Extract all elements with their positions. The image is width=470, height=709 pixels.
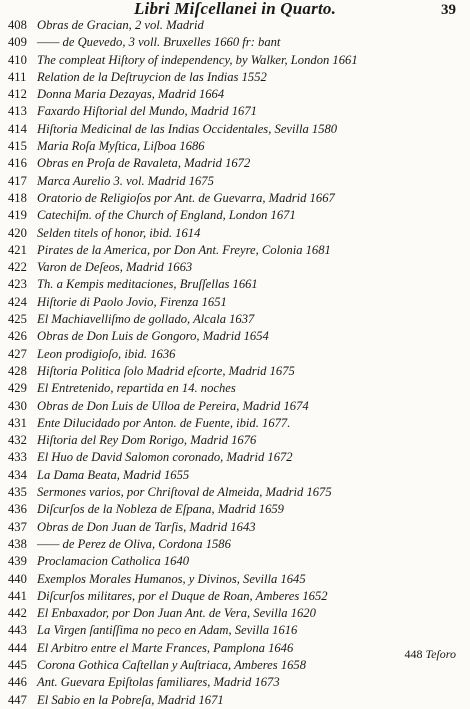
entry-title: Hiſtoria Politica ſolo Madrid eſcorte, Madrid 1675 xyxy=(37,363,295,378)
entry-title: El Machiavelliſmo de gollado, Alcala 1637 xyxy=(37,312,255,327)
entry-number: 443 xyxy=(8,623,27,638)
entry-title: The compleat Hiſtory of independency, by Walker, London 1661 xyxy=(37,52,358,67)
entry-title: Marca Aurelio 3. vol. Madrid 1675 xyxy=(37,173,214,188)
list-item xyxy=(8,121,468,138)
entry-title: Catechiſm. of the Church of England, London 1671 xyxy=(37,208,296,223)
list-item xyxy=(8,640,468,657)
entry-title: Relation de la Deſtruycion de las Indias 1552 xyxy=(37,69,267,84)
entry-title: Sermones varios, por Chriſtoval de Almeida, Madrid 1675 xyxy=(37,485,332,500)
list-item xyxy=(8,207,468,224)
list-item xyxy=(8,259,468,276)
entry-title: Diſcurſos militares, por el Duque de Roan, Amberes 1652 xyxy=(37,588,328,603)
list-item xyxy=(8,519,468,536)
list-item xyxy=(8,467,468,484)
entry-number: 416 xyxy=(8,156,27,171)
entry-number: 444 xyxy=(8,640,27,655)
entry-title: El Enbaxador, por Don Juan Ant. de Vera, Sevilla 1620 xyxy=(37,606,316,621)
entry-title: Obras de Don Juan de Tarſis, Madrid 1643 xyxy=(37,519,256,534)
entry-title: Ant. Guevara Epiſtolas familiares, Madrid 1673 xyxy=(37,675,280,690)
entry-number: 408 xyxy=(8,18,27,32)
list-item xyxy=(8,415,468,432)
list-item xyxy=(8,86,468,103)
entry-number: 445 xyxy=(8,657,27,672)
entry-title: Leon prodigioſo, ibid. 1636 xyxy=(37,346,176,361)
entry-number: 442 xyxy=(8,606,27,621)
list-item xyxy=(8,294,468,311)
list-item xyxy=(8,536,468,553)
list-item xyxy=(8,34,468,51)
entry-number: 423 xyxy=(8,277,27,292)
entry-number: 431 xyxy=(8,415,27,430)
entry-title: Hiſtoria Medicinal de las Indias Occidentales, Sevilla 1580 xyxy=(37,121,338,136)
list-item xyxy=(8,328,468,345)
entry-number: 438 xyxy=(8,536,27,551)
catchword-text: Teſoro xyxy=(425,647,456,661)
entry-title: Maria Roſa Myſtica, Liſboa 1686 xyxy=(37,139,205,154)
entry-number: 415 xyxy=(8,139,27,154)
list-item xyxy=(8,501,468,518)
entry-title: Faxardo Hiſtorial del Mundo, Madrid 1671 xyxy=(37,104,257,119)
entry-number: 425 xyxy=(8,312,27,327)
list-item xyxy=(8,380,468,397)
entry-title: Varon de Deſeos, Madrid 1663 xyxy=(37,260,193,275)
entry-title: Th. a Kempis meditaciones, Bruſſellas 1661 xyxy=(37,277,258,292)
entry-number: 411 xyxy=(8,69,27,84)
list-item xyxy=(8,138,468,155)
entry-number: 409 xyxy=(8,35,27,50)
entry-title: Donna Maria Dezayas, Madrid 1664 xyxy=(37,87,225,102)
entry-title: Exemplos Morales Humanos, y Divinos, Sevilla 1645 xyxy=(37,571,306,586)
list-item xyxy=(8,692,468,709)
list-item xyxy=(8,173,468,190)
entry-number: 434 xyxy=(8,467,27,482)
page-number: 39 xyxy=(441,2,456,18)
entry-title: Hiſtorie di Paolo Jovio, Firenza 1651 xyxy=(37,294,227,309)
list-item xyxy=(8,190,468,207)
entry-number: 446 xyxy=(8,675,27,690)
entry-title: Corona Gothica Caſtellan y Auſtriaca, Amberes 1658 xyxy=(37,657,307,672)
entry-title: Selden titels of honor, ibid. 1614 xyxy=(37,225,201,240)
entry-number: 428 xyxy=(8,363,27,378)
entry-title: La Virgen ſantiſſima no peco en Adam, Sevilla 1616 xyxy=(37,623,298,638)
list-item xyxy=(8,17,468,34)
list-item xyxy=(8,674,468,691)
entry-number: 412 xyxy=(8,87,27,102)
entry-number: 441 xyxy=(8,588,27,603)
entry-title: Hiſtoria del Rey Dom Rorigo, Madrid 1676 xyxy=(37,433,257,448)
entry-number: 433 xyxy=(8,450,27,465)
entry-title: El Huo de David Salomon coronado, Madrid 1672 xyxy=(37,450,293,465)
list-item xyxy=(8,311,468,328)
list-item xyxy=(8,276,468,293)
list-item xyxy=(8,398,468,415)
list-item xyxy=(8,484,468,501)
entry-number: 419 xyxy=(8,208,27,223)
entry-number: 410 xyxy=(8,52,27,67)
entry-title: El Sabio en la Pobreſa, Madrid 1671 xyxy=(37,692,224,707)
entry-title: Oratorio de Religioſos por Ant. de Guevarra, Madrid 1667 xyxy=(37,190,335,205)
entry-number: 432 xyxy=(8,433,27,448)
entry-title: Diſcurſos de la Nobleza de Eſpana, Madrid 1659 xyxy=(37,502,284,517)
list-item xyxy=(8,588,468,605)
entry-number: 414 xyxy=(8,121,27,136)
list-item xyxy=(8,432,468,449)
entry-number: 422 xyxy=(8,260,27,275)
entry-number: 421 xyxy=(8,242,27,257)
entry-number: 424 xyxy=(8,294,27,309)
entry-title: Proclamacion Catholica 1640 xyxy=(37,554,190,569)
list-item xyxy=(8,242,468,259)
list-item xyxy=(8,363,468,380)
entry-title: Obras de Don Luis de Ulloa de Pereira, Madrid 1674 xyxy=(37,398,309,413)
list-item xyxy=(8,622,468,639)
list-item xyxy=(8,52,468,69)
entry-title: —— de Quevedo, 3 voll. Bruxelles 1660 fr: bant xyxy=(37,35,281,50)
entry-title: Obras de Gracian, 2 vol. Madrid xyxy=(37,18,204,32)
page-title: Libri Miſcellanei in Quarto. xyxy=(133,0,337,18)
entry-number: 439 xyxy=(8,554,27,569)
entry-number: 420 xyxy=(8,225,27,240)
entry-number: 435 xyxy=(8,485,27,500)
entry-number: 417 xyxy=(8,173,27,188)
entry-number: 429 xyxy=(8,381,27,396)
catchword-number: 448 xyxy=(404,647,423,661)
entry-list xyxy=(8,17,468,709)
list-item xyxy=(8,553,468,570)
list-item xyxy=(8,449,468,466)
entry-title: El Entretenido, repartida en 14. noches xyxy=(37,381,236,396)
list-item xyxy=(8,155,468,172)
catchword xyxy=(405,647,456,662)
entry-title: Obras en Proſa de Ravaleta, Madrid 1672 xyxy=(37,156,251,171)
entry-title: Ente Dilucidado por Anton. de Fuente, ibid. 1677. xyxy=(37,415,291,430)
entry-title: El Arbitro entre el Marte Frances, Pamplona 1646 xyxy=(37,640,294,655)
entry-number: 440 xyxy=(8,571,27,586)
entry-number: 447 xyxy=(8,692,27,707)
entry-number: 427 xyxy=(8,346,27,361)
entry-number: 426 xyxy=(8,329,27,344)
entry-number: 436 xyxy=(8,502,27,517)
list-item xyxy=(8,69,468,86)
entry-title: —— de Perez de Oliva, Cordona 1586 xyxy=(37,536,231,551)
list-item xyxy=(8,103,468,120)
entry-number: 418 xyxy=(8,190,27,205)
entry-title: Obras de Don Luis de Gongoro, Madrid 1654 xyxy=(37,329,269,344)
entry-title: La Dama Beata, Madrid 1655 xyxy=(37,467,190,482)
entry-number: 413 xyxy=(8,104,27,119)
entry-number: 430 xyxy=(8,398,27,413)
list-item xyxy=(8,605,468,622)
entry-number: 437 xyxy=(8,519,27,534)
list-item xyxy=(8,571,468,588)
entry-title: Pirates de la America, por Don Ant. Freyre, Colonia 1681 xyxy=(37,242,331,257)
list-item xyxy=(8,225,468,242)
list-item xyxy=(8,346,468,363)
